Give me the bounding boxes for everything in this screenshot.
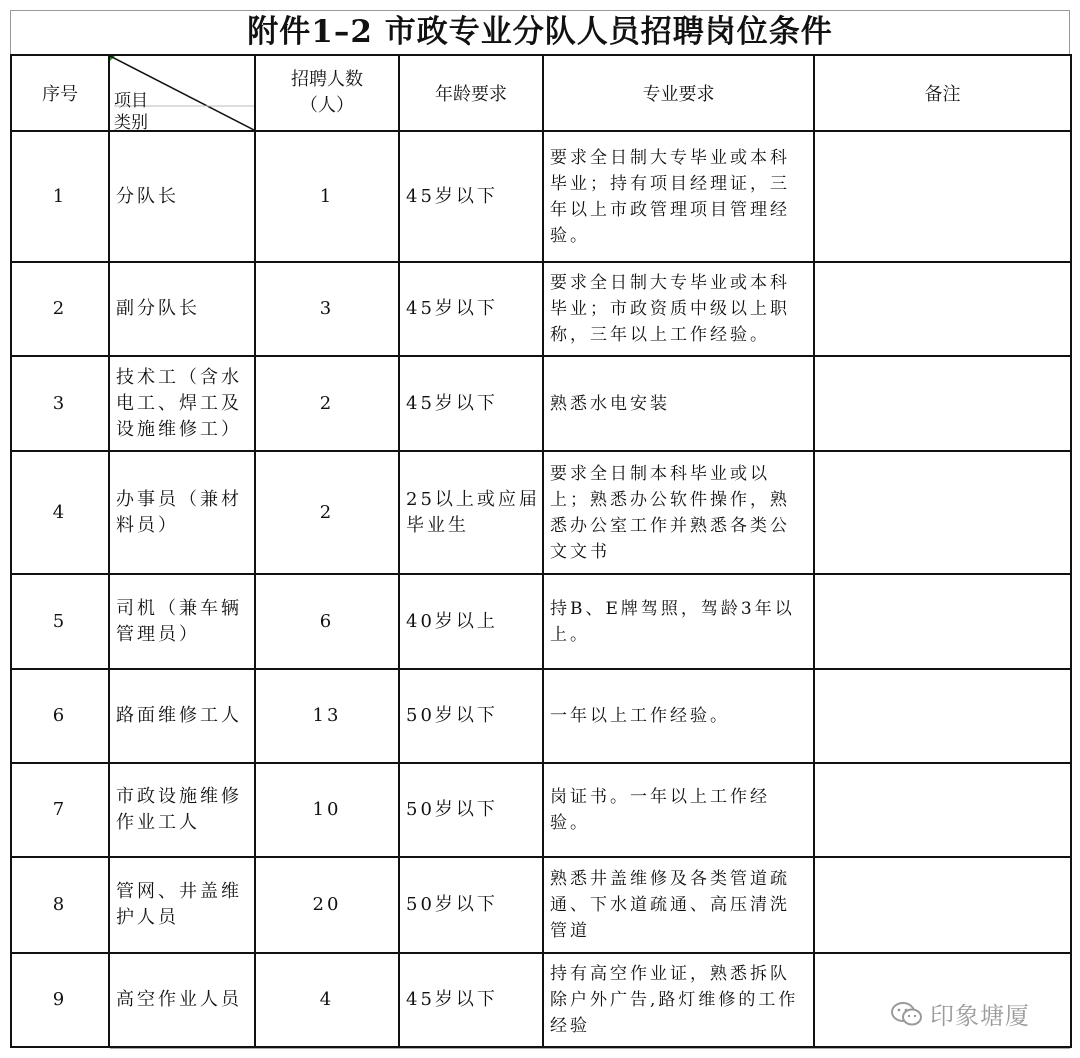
header-item: 项目 bbox=[114, 91, 148, 111]
watermark bbox=[890, 996, 1060, 1030]
row-count: 1 bbox=[255, 131, 399, 262]
row-position: 路面维修工人 bbox=[109, 669, 255, 763]
header-count: 招聘人数（人） bbox=[255, 55, 399, 131]
row-index: 7 bbox=[11, 763, 109, 857]
watermark-text: 印象塘厦 bbox=[930, 1002, 1030, 1030]
row-remarks bbox=[814, 356, 1071, 451]
row-count: 2 bbox=[255, 356, 399, 451]
row-major: 熟悉井盖维修及各类管道疏通、下水道疏通、高压清洗管道 bbox=[543, 857, 814, 953]
header-item-category bbox=[109, 55, 255, 131]
row-age: 50岁以下 bbox=[399, 857, 543, 953]
row-position: 高空作业人员 bbox=[109, 953, 255, 1047]
table-row bbox=[11, 574, 1071, 669]
table-row bbox=[11, 763, 1071, 857]
row-major: 要求全日制大专毕业或本科毕业；市政资质中级以上职称，三年以上工作经验。 bbox=[543, 262, 814, 356]
header-remarks: 备注 bbox=[814, 55, 1071, 131]
row-index: 4 bbox=[11, 451, 109, 574]
row-age: 25以上或应届毕业生 bbox=[399, 451, 543, 574]
table-row bbox=[11, 356, 1071, 451]
table-row bbox=[11, 857, 1071, 953]
row-count: 6 bbox=[255, 574, 399, 669]
header-index: 序号 bbox=[11, 55, 109, 131]
row-remarks bbox=[814, 451, 1071, 574]
row-age: 45岁以下 bbox=[399, 953, 543, 1047]
row-age: 50岁以下 bbox=[399, 763, 543, 857]
bottom-divider bbox=[110, 1048, 1070, 1049]
row-index: 9 bbox=[11, 953, 109, 1047]
row-position: 副分队长 bbox=[109, 262, 255, 356]
row-major: 要求全日制本科毕业或以上；熟悉办公软件操作，熟悉办公室工作并熟悉各类公文文书 bbox=[543, 451, 814, 574]
row-major: 一年以上工作经验。 bbox=[543, 669, 814, 763]
row-position: 管网、井盖维护人员 bbox=[109, 857, 255, 953]
row-index: 6 bbox=[11, 669, 109, 763]
table-row bbox=[11, 451, 1071, 574]
row-count: 20 bbox=[255, 857, 399, 953]
row-age: 45岁以下 bbox=[399, 131, 543, 262]
row-age: 50岁以下 bbox=[399, 669, 543, 763]
row-remarks bbox=[814, 574, 1071, 669]
row-major: 要求全日制大专毕业或本科毕业；持有项目经理证，三年以上市政管理项目管理经验。 bbox=[543, 131, 814, 262]
row-major: 岗证书。一年以上工作经验。 bbox=[543, 763, 814, 857]
table-row bbox=[11, 131, 1071, 262]
row-remarks bbox=[814, 857, 1071, 953]
row-position: 市政设施维修作业工人 bbox=[109, 763, 255, 857]
row-count: 4 bbox=[255, 953, 399, 1047]
header-major: 专业要求 bbox=[543, 55, 814, 131]
table-row bbox=[11, 262, 1071, 356]
row-major: 持有高空作业证，熟悉拆队除户外广告,路灯维修的工作经验 bbox=[543, 953, 814, 1047]
row-index: 3 bbox=[11, 356, 109, 451]
row-index: 5 bbox=[11, 574, 109, 669]
row-count: 13 bbox=[255, 669, 399, 763]
row-position: 司机（兼车辆管理员） bbox=[109, 574, 255, 669]
page-title: 附件1–2 市政专业分队人员招聘岗位条件 bbox=[247, 14, 833, 50]
header-category: 类别 bbox=[114, 113, 148, 133]
row-remarks bbox=[814, 763, 1071, 857]
row-count: 3 bbox=[255, 262, 399, 356]
row-index: 1 bbox=[11, 131, 109, 262]
row-age: 45岁以下 bbox=[399, 356, 543, 451]
row-remarks bbox=[814, 262, 1071, 356]
row-count: 10 bbox=[255, 763, 399, 857]
row-position: 技术工（含水电工、焊工及设施维修工） bbox=[109, 356, 255, 451]
row-remarks bbox=[814, 669, 1071, 763]
recruitment-table bbox=[10, 54, 1072, 1048]
table-row bbox=[11, 669, 1071, 763]
row-major: 持B、E牌驾照，驾龄3年以上。 bbox=[543, 574, 814, 669]
row-index: 2 bbox=[11, 262, 109, 356]
header-age: 年龄要求 bbox=[399, 55, 543, 131]
row-age: 40岁以上 bbox=[399, 574, 543, 669]
row-major: 熟悉水电安装 bbox=[543, 356, 814, 451]
header-row bbox=[11, 55, 1071, 131]
row-index: 8 bbox=[11, 857, 109, 953]
row-position: 办事员（兼材料员） bbox=[109, 451, 255, 574]
row-age: 45岁以下 bbox=[399, 262, 543, 356]
wechat-icon bbox=[890, 1001, 924, 1027]
row-count: 2 bbox=[255, 451, 399, 574]
row-position: 分队长 bbox=[109, 131, 255, 262]
row-remarks bbox=[814, 131, 1071, 262]
